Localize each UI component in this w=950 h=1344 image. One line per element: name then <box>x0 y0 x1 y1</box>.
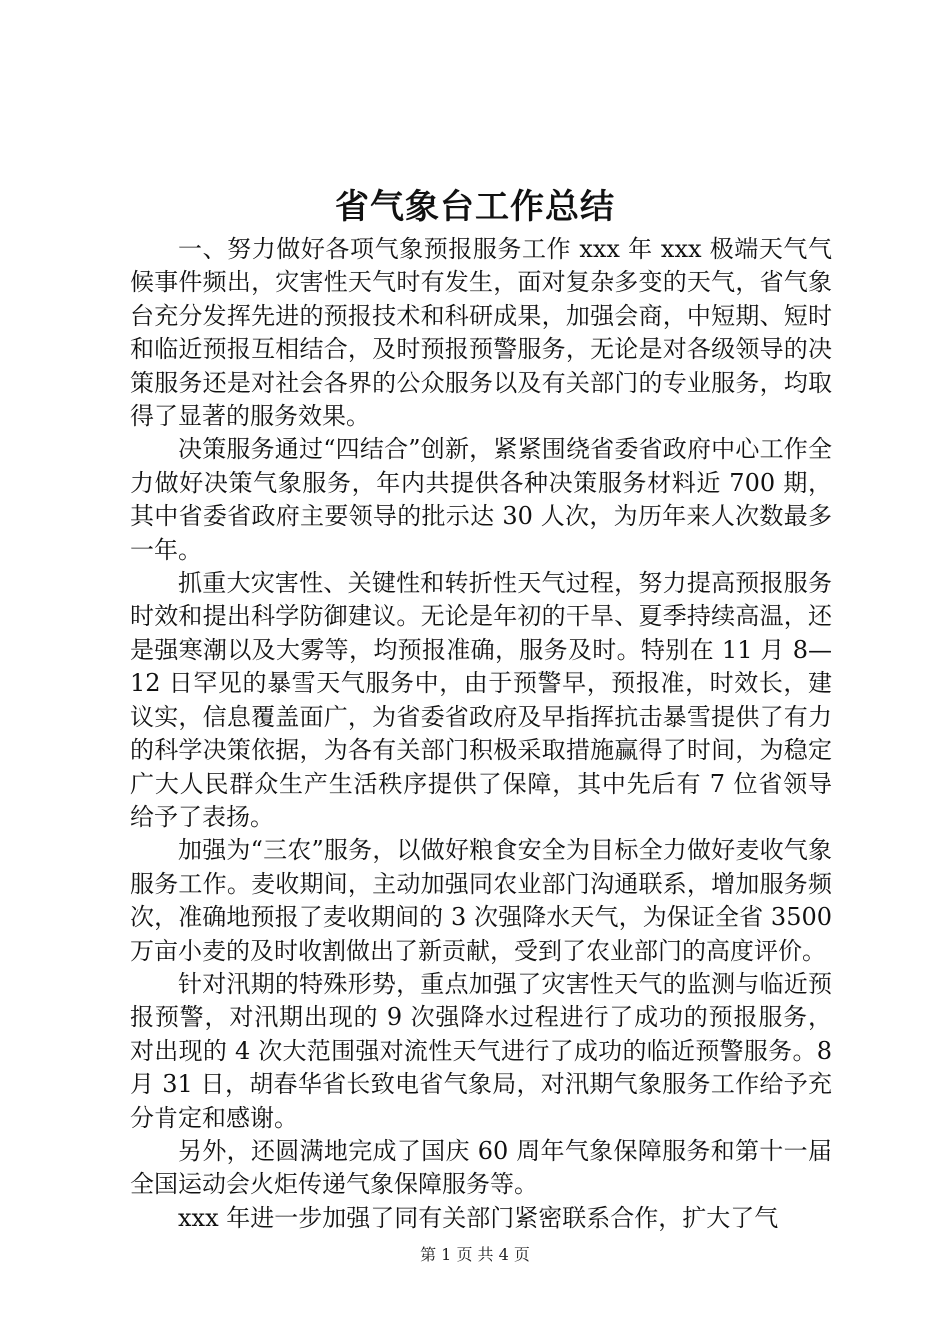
paragraph: 抓重大灾害性、关键性和转折性天气过程，努力提高预报服务时效和提出科学防御建议。无论是年初的干旱、夏季持续高温，还是强寒潮以及大雾等，均预报准确，服务及时。特别在 11 月 8—12 日罕见的暴雪天气服务中，由于预警早，预报准，时效长，建议实，信息覆盖面广，为省委省政府及早指挥抗击暴雪提供了有力的科学决策依据，为各有关部门积极采取措施赢得了时间，为稳定广大人民群众生产生活秩序提供了保障，其中先后有 7 位省领导给予了表扬。 <box>130 569 832 831</box>
document-title: 省气象台工作总结 <box>335 187 615 227</box>
paragraph: xxx 年进一步加强了同有关部门紧密联系合作，扩大了气 <box>178 1203 779 1232</box>
paragraph: 决策服务通过“四结合”创新，紧紧围绕省委省政府中心工作全力做好决策气象服务，年内共提供各种决策服务材料近 700 期，其中省委省政府主要领导的批示达 30 人次，为历年来人次数最多一年。 <box>130 435 832 564</box>
page-number-footer: 第 1 页 共 4 页 <box>420 1245 530 1264</box>
paragraph: 加强为“三农”服务，以做好粮食安全为目标全力做好麦收气象服务工作。麦收期间，主动加强同农业部门沟通联系，增加服务频次，准确地预报了麦收期间的 3 次强降水天气，为保证全省 3500 万亩小麦的及时收割做出了新贡献，受到了农业部门的高度评价。 <box>130 836 832 965</box>
document-body <box>130 233 832 1235</box>
paragraph: 另外，还圆满地完成了国庆 60 周年气象保障服务和第十一届全国运动会火炬传递气象保障服务等。 <box>130 1136 832 1199</box>
paragraph: 针对汛期的特殊形势，重点加强了灾害性天气的监测与临近预报预警，对汛期出现的 9 次强降水过程进行了成功的预报服务，对出现的 4 次大范围强对流性天气进行了成功的临近预警服务。8 月 31 日，胡春华省长致电省气象局，对汛期气象服务工作给予充分肯定和感谢。 <box>130 969 832 1132</box>
paragraph: 一、努力做好各项气象预报服务工作 xxx 年 xxx 极端天气气候事件频出，灾害性天气时有发生，面对复杂多变的天气，省气象台充分发挥先进的预报技术和科研成果，加强会商，中短期、短时和临近预报互相结合，及时预报预警服务，无论是对各级领导的决策服务还是对社会各界的公众服务以及有关部门的专业服务，均取得了显著的服务效果。 <box>130 235 832 431</box>
